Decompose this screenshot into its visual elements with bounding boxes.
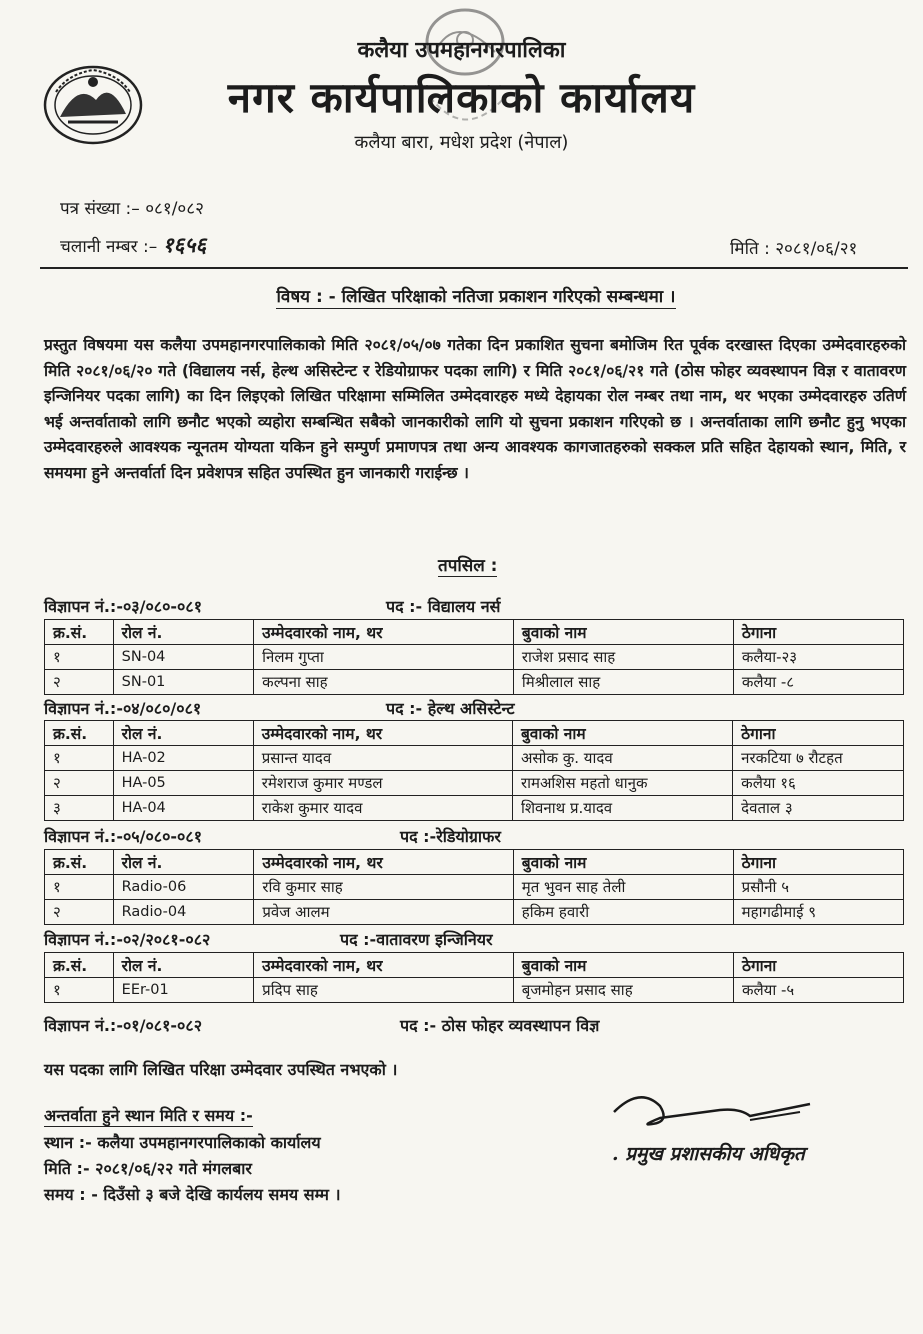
office-title: नगर कार्यपालिकाको कार्यालय — [227, 73, 696, 122]
no-exam-note: यस पदका लागि लिखित परिक्षा उम्मेदवार उपस्थित नभएको । — [44, 1060, 398, 1079]
name-cell: प्रसान्त यादव — [253, 746, 512, 771]
name-cell: निलम गुप्ता — [254, 645, 514, 670]
office-address: कलैया बारा, मधेश प्रदेश (नेपाल) — [354, 132, 569, 153]
col-address: ठेगाना — [733, 721, 904, 746]
father-cell: असोक कु. यादव — [512, 746, 732, 771]
col-roll: रोल नं. — [113, 850, 254, 875]
interview-date: मिति :- २०८१/०६/२२ गते मंगलबार — [44, 1159, 252, 1178]
letter-number-label: पत्र संख्या :– — [60, 199, 140, 219]
father-cell: बृजमोहन प्रसाद साह — [513, 978, 733, 1003]
father-cell: रामअशिस महतो धानुक — [512, 771, 732, 796]
handwritten-signature-icon — [600, 1082, 820, 1142]
col-candidate-name: उम्मेदवारको नाम, थर — [254, 850, 513, 875]
post-name: पद :-वातावरण इन्जिनियर — [340, 930, 493, 949]
father-cell: मृत भुवन साह तेली — [513, 875, 733, 900]
table-row — [45, 796, 904, 821]
table-row — [45, 900, 904, 925]
address-cell: कलैया -८ — [733, 670, 903, 695]
address-cell: कलैया -५ — [733, 978, 903, 1003]
letter-number — [60, 196, 204, 219]
col-candidate-name: उम्मेदवारको नाम, थर — [254, 953, 514, 978]
post-name: पद :- ठोस फोहर व्यवस्थापन विज्ञ — [400, 1016, 600, 1035]
address-cell: देवताल ३ — [733, 796, 904, 821]
interview-heading: अन्तर्वाता हुने स्थान मिति र समय :- — [44, 1106, 253, 1125]
col-father-name: बुवाको नाम — [513, 850, 733, 875]
roll-cell: Radio-06 — [113, 875, 254, 900]
address-cell: नरकटिया ७ रौटहत — [733, 746, 904, 771]
address-cell: प्रसौनी ५ — [733, 875, 903, 900]
notice-date-label: मिति : — [730, 239, 770, 259]
advertisement-number: विज्ञापन नं.:-०२/२०८१-०८२ — [44, 930, 211, 949]
table-row — [45, 978, 904, 1003]
notice-date — [730, 236, 857, 259]
dispatch-number-label: चलानी नम्बर :– — [60, 237, 158, 257]
col-candidate-name: उम्मेदवारको नाम, थर — [253, 721, 512, 746]
col-serial: क्र.सं. — [45, 721, 114, 746]
post-name: पद :- विद्यालय नर्स — [386, 597, 501, 616]
address-cell: कलैया १६ — [733, 771, 904, 796]
dispatch-number — [60, 231, 206, 259]
serial-cell: २ — [45, 900, 114, 925]
col-roll: रोल नं. — [113, 953, 254, 978]
subject-line — [230, 284, 722, 307]
serial-cell: १ — [45, 645, 114, 670]
serial-cell: १ — [45, 978, 114, 1003]
roll-cell: HA-05 — [113, 771, 253, 796]
roll-cell: SN-01 — [113, 670, 254, 695]
subject-text: विषय : - लिखित परिक्षाको नतिजा प्रकाशन गरिएको सम्बन्धमा । — [276, 287, 676, 307]
municipality-name: कलैया उपमहानगरपालिका — [357, 38, 566, 63]
col-roll: रोल नं. — [113, 721, 253, 746]
address-cell: कलैया-२३ — [733, 645, 903, 670]
name-cell: राकेश कुमार यादव — [253, 796, 512, 821]
roll-cell: HA-02 — [113, 746, 253, 771]
advertisement-number: विज्ञापन नं.:-०३/०८०-०८१ — [44, 597, 203, 616]
roll-cell: Radio-04 — [113, 900, 254, 925]
details-heading: तपसिल : — [438, 553, 497, 577]
col-father-name: बुवाको नाम — [512, 721, 732, 746]
results-table — [44, 849, 904, 925]
col-serial: क्र.सं. — [45, 850, 114, 875]
table-header-row — [45, 620, 904, 645]
table-header-row — [45, 953, 904, 978]
col-candidate-name: उम्मेदवारको नाम, थर — [254, 620, 514, 645]
post-name: पद :- हेल्थ असिस्टेन्ट — [386, 699, 515, 718]
advertisement-number: विज्ञापन नं.:-०४/०८०/०८१ — [44, 699, 202, 718]
roll-cell: HA-04 — [113, 796, 253, 821]
father-cell: शिवनाथ प्र.यादव — [512, 796, 732, 821]
father-cell: राजेश प्रसाद साह — [513, 645, 733, 670]
col-address: ठेगाना — [733, 953, 903, 978]
table-row — [45, 875, 904, 900]
results-table — [44, 619, 904, 695]
father-cell: मिश्रीलाल साह — [513, 670, 733, 695]
table-header-row — [45, 721, 904, 746]
col-father-name: बुवाको नाम — [513, 953, 733, 978]
col-serial: क्र.सं. — [45, 953, 114, 978]
notice-body: प्रस्तुत विषयमा यस कलैया उपमहानगरपालिकाको मिति २०८१/०५/०७ गतेका दिन प्रकाशित सुचना बमोजिम रित पूर्वक दरखास्त दिएका उम्मेदवारहरुको मिति २०८१/०६/२० गते (विद्यालय नर्स, हेल्थ असिस्टेन्ट र रेडियोग्राफर पदका लागि) र मिति २०८१/०६/२१ गते (ठोस फोहर व्यवस्थापन विज्ञ र वातावरण इन्जिनियर पदका लागि) का दिन लिइएको लिखित परिक्षामा सम्मिलित उम्मेदवारहरु मध्ये देहायका रोल नम्बर तथा नाम, थर भएका उम्मेदवारहरु उतिर्ण भई अन्तर्वाताको लागि छनौट भएको व्यहोरा सम्बन्धित सबैको जानकारीको लागि यो सुचना प्रकाशन गरिएको छ । अन्तर्वाताका लागि छनौट हुनु भएका उम्मेदवारहरुले आवश्यक न्यूनतम योग्यता यकिन हुने सम्पुर्ण प्रमाणपत्र तथा अन्य आवश्यक कागजातहरुको सक्कल प्रति सहित देहायको स्थान, मिति, र समयमा हुने अन्तर्वार्ता दिन प्रवेशपत्र सहित उपस्थित हुन जानकारी गराईन्छ । — [44, 336, 906, 482]
advertisement-number: विज्ञापन नं.:-०१/०८१-०८२ — [44, 1016, 203, 1035]
father-cell: हकिम हवारी — [513, 900, 733, 925]
roll-cell: SN-04 — [113, 645, 254, 670]
col-address: ठेगाना — [733, 620, 903, 645]
results-table — [44, 720, 904, 821]
serial-cell: २ — [45, 771, 114, 796]
signatory-title: . प्रमुख प्रशासकीय अधिकृत — [612, 1143, 805, 1165]
dispatch-number-value: १६५६ — [162, 232, 207, 257]
table-row — [45, 670, 904, 695]
address-cell: महागढीमाई ९ — [733, 900, 903, 925]
header-divider — [40, 267, 908, 269]
name-cell: रमेशराज कुमार मण्डल — [253, 771, 512, 796]
letter-number-value: ०८१/०८२ — [145, 199, 204, 219]
results-table — [44, 952, 904, 1003]
serial-cell: १ — [45, 875, 114, 900]
table-row — [45, 746, 904, 771]
serial-cell: १ — [45, 746, 114, 771]
post-name: पद :-रेडियोग्राफर — [400, 827, 501, 846]
interview-place: स्थान :- कलैया उपमहानगरपालिकाको कार्यालय — [44, 1133, 321, 1152]
name-cell: प्रदिप साह — [254, 978, 514, 1003]
serial-cell: ३ — [45, 796, 114, 821]
interview-time: समय : - दिउँसो ३ बजे देखि कार्यलय समय सम्म । — [44, 1185, 341, 1204]
table-row — [45, 771, 904, 796]
col-serial: क्र.सं. — [45, 620, 114, 645]
notice-date-value: २०८१/०६/२१ — [775, 239, 858, 259]
col-father-name: बुवाको नाम — [513, 620, 733, 645]
roll-cell: EEr-01 — [113, 978, 254, 1003]
col-roll: रोल नं. — [113, 620, 254, 645]
col-address: ठेगाना — [733, 850, 903, 875]
name-cell: कल्पना साह — [254, 670, 514, 695]
table-row — [45, 645, 904, 670]
name-cell: रवि कुमार साह — [254, 875, 513, 900]
table-header-row — [45, 850, 904, 875]
advertisement-number: विज्ञापन नं.:-०५/०८०-०८१ — [44, 827, 203, 846]
serial-cell: २ — [45, 670, 114, 695]
name-cell: प्रवेज आलम — [254, 900, 513, 925]
